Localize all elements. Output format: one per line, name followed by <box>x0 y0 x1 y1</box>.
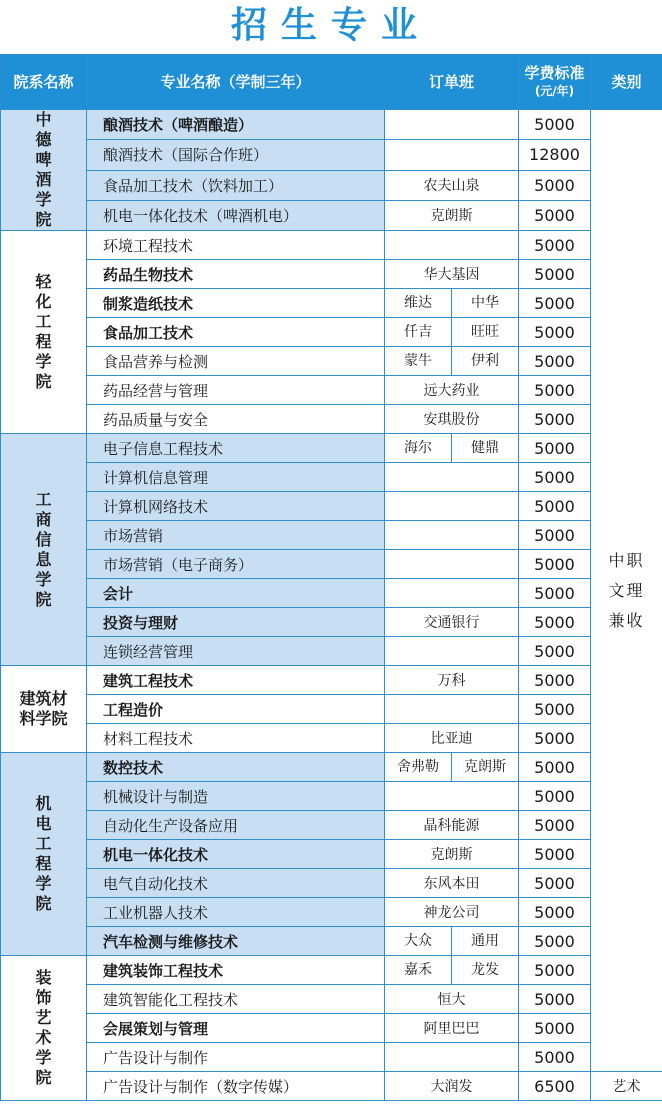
tuition-fee: 5000 <box>519 200 591 230</box>
department-name <box>1 753 87 956</box>
tuition-fee: 5000 <box>519 869 591 898</box>
order-class <box>385 140 519 170</box>
major-name: 工程造价 <box>87 695 385 724</box>
major-name: 酿酒技术（国际合作班） <box>87 140 385 170</box>
header-fee-unit: (元/年) <box>534 84 575 98</box>
tuition-fee: 5000 <box>519 260 591 289</box>
order-class <box>385 927 519 956</box>
table-row <box>1 869 662 898</box>
order-class-split <box>385 434 518 462</box>
table-row <box>1 376 662 405</box>
table-header <box>1 55 662 110</box>
major-name: 药品生物技术 <box>87 260 385 289</box>
table-row <box>1 463 662 492</box>
major-name: 机械设计与制造 <box>87 782 385 811</box>
tuition-fee: 5000 <box>519 956 591 985</box>
department-label: 装饰艺术学院 <box>35 968 52 1087</box>
table-row <box>1 492 662 521</box>
order-class: 东风本田 <box>385 869 519 898</box>
order-class <box>385 695 519 724</box>
major-name: 材料工程技术 <box>87 724 385 753</box>
header-fee-label: 学费标准 <box>524 64 585 82</box>
order-partner: 通用 <box>471 933 499 949</box>
tuition-fee: 6500 <box>519 1072 591 1101</box>
tuition-fee: 5000 <box>519 434 591 463</box>
order-class: 交通银行 <box>385 608 519 637</box>
table-row <box>1 550 662 579</box>
table-row <box>1 637 662 666</box>
major-name: 药品质量与安全 <box>87 405 385 434</box>
major-name: 酿酒技术（啤酒酿造） <box>87 110 385 140</box>
major-name: 食品加工技术 <box>87 318 385 347</box>
order-partner: 舍弗勒 <box>385 753 452 781</box>
table-row <box>1 898 662 927</box>
table-row <box>1 811 662 840</box>
order-class-split <box>385 753 518 781</box>
major-name: 建筑智能化工程技术 <box>87 985 385 1014</box>
table-row <box>1 840 662 869</box>
tuition-fee: 5000 <box>519 110 591 140</box>
order-class <box>385 492 519 521</box>
table-row <box>1 608 662 637</box>
order-class: 大润发 <box>385 1072 519 1101</box>
tuition-fee: 5000 <box>519 405 591 434</box>
major-name: 数控技术 <box>87 753 385 782</box>
major-name: 机电一体化技术（啤酒机电） <box>87 200 385 230</box>
tuition-fee: 5000 <box>519 492 591 521</box>
major-name: 连锁经营管理 <box>87 637 385 666</box>
order-partner: 大众 <box>385 927 452 955</box>
order-partner: 健鼎 <box>471 440 499 456</box>
order-partner: 维达 <box>385 289 452 317</box>
order-class: 克朗斯 <box>385 200 519 230</box>
tuition-fee: 5000 <box>519 1014 591 1043</box>
major-name: 会展策划与管理 <box>87 1014 385 1043</box>
department-label: 中德啤酒学院 <box>35 110 52 229</box>
department-label: 轻化工程学院 <box>35 272 52 391</box>
order-class <box>385 434 519 463</box>
order-class: 华大基因 <box>385 260 519 289</box>
table-row <box>1 1072 662 1101</box>
table-row <box>1 231 662 260</box>
table-row <box>1 140 662 170</box>
department-name <box>1 231 87 434</box>
table-row <box>1 1014 662 1043</box>
table-row <box>1 289 662 318</box>
order-class <box>385 956 519 985</box>
order-class <box>385 637 519 666</box>
tuition-fee: 5000 <box>519 782 591 811</box>
header-fee <box>519 55 591 110</box>
tuition-fee: 5000 <box>519 811 591 840</box>
table-body <box>1 110 662 1101</box>
order-class: 安琪股份 <box>385 405 519 434</box>
department-label: 建筑材料学院 <box>19 689 68 728</box>
table-row <box>1 405 662 434</box>
order-partner: 嘉禾 <box>385 956 452 984</box>
order-class-split <box>385 318 518 346</box>
table-row <box>1 170 662 200</box>
majors-table <box>0 54 662 1101</box>
order-partner: 海尔 <box>385 434 452 462</box>
table-row <box>1 521 662 550</box>
department-name <box>1 956 87 1101</box>
major-name: 制浆造纸技术 <box>87 289 385 318</box>
table-row <box>1 1043 662 1072</box>
order-partner: 龙发 <box>471 962 499 978</box>
major-name: 市场营销 <box>87 521 385 550</box>
table-row <box>1 110 662 140</box>
tuition-fee: 5000 <box>519 985 591 1014</box>
major-name: 食品加工技术（饮料加工） <box>87 170 385 200</box>
order-class: 远大药业 <box>385 376 519 405</box>
table-row <box>1 318 662 347</box>
major-name: 药品经营与管理 <box>87 376 385 405</box>
table-row <box>1 695 662 724</box>
header-order: 订单班 <box>385 55 519 110</box>
tuition-fee: 5000 <box>519 666 591 695</box>
order-class: 神龙公司 <box>385 898 519 927</box>
department-label: 工商信息学院 <box>35 489 52 609</box>
order-partner: 中华 <box>471 295 499 311</box>
tuition-fee: 5000 <box>519 347 591 376</box>
major-name: 工业机器人技术 <box>87 898 385 927</box>
order-class: 恒大 <box>385 985 519 1014</box>
order-partner: 旺旺 <box>471 324 499 340</box>
order-class: 晶科能源 <box>385 811 519 840</box>
department-label: 机电工程学院 <box>35 794 52 913</box>
tuition-fee: 5000 <box>519 170 591 200</box>
table-row <box>1 927 662 956</box>
order-partner: 仟吉 <box>385 318 452 346</box>
table-row <box>1 782 662 811</box>
tuition-fee: 5000 <box>519 318 591 347</box>
order-class <box>385 110 519 140</box>
order-class <box>385 753 519 782</box>
order-class <box>385 318 519 347</box>
order-class <box>385 579 519 608</box>
tuition-fee: 5000 <box>519 753 591 782</box>
order-class: 阿里巴巴 <box>385 1014 519 1043</box>
tuition-fee: 12800 <box>519 140 591 170</box>
order-class <box>385 289 519 318</box>
header-category: 类别 <box>591 55 662 110</box>
order-class <box>385 521 519 550</box>
order-class: 比亚迪 <box>385 724 519 753</box>
category-art: 艺术 <box>591 1072 662 1101</box>
major-name: 建筑装饰工程技术 <box>87 956 385 985</box>
order-class <box>385 550 519 579</box>
page-title: 招生专业 <box>230 5 431 46</box>
major-name: 广告设计与制作（数字传媒） <box>87 1072 385 1101</box>
major-name: 计算机信息管理 <box>87 463 385 492</box>
tuition-fee: 5000 <box>519 289 591 318</box>
order-class-split <box>385 289 518 317</box>
department-name <box>1 434 87 666</box>
major-name: 会计 <box>87 579 385 608</box>
tuition-fee: 5000 <box>519 927 591 956</box>
table-row <box>1 985 662 1014</box>
tuition-fee: 5000 <box>519 724 591 753</box>
table-row <box>1 200 662 230</box>
major-name: 汽车检测与维修技术 <box>87 927 385 956</box>
major-name: 食品营养与检测 <box>87 347 385 376</box>
department-name <box>1 110 87 231</box>
order-class: 农夫山泉 <box>385 170 519 200</box>
major-name: 自动化生产设备应用 <box>87 811 385 840</box>
table-row <box>1 260 662 289</box>
major-name: 计算机网络技术 <box>87 492 385 521</box>
order-class-split <box>385 347 518 375</box>
header-dept: 院系名称 <box>1 55 87 110</box>
table-row <box>1 753 662 782</box>
table-row <box>1 347 662 376</box>
tuition-fee: 5000 <box>519 521 591 550</box>
tuition-fee: 5000 <box>519 898 591 927</box>
tuition-fee: 5000 <box>519 608 591 637</box>
category-cell <box>591 110 662 1072</box>
category-label: 中职文理兼收 <box>608 550 645 630</box>
major-name: 投资与理财 <box>87 608 385 637</box>
major-name: 广告设计与制作 <box>87 1043 385 1072</box>
tuition-fee: 5000 <box>519 579 591 608</box>
table-row <box>1 724 662 753</box>
order-class <box>385 463 519 492</box>
order-class <box>385 782 519 811</box>
table-row <box>1 434 662 463</box>
table-row <box>1 666 662 695</box>
tuition-fee: 5000 <box>519 231 591 260</box>
tuition-fee: 5000 <box>519 463 591 492</box>
order-partner: 蒙牛 <box>385 347 452 375</box>
order-partner: 伊利 <box>471 353 499 369</box>
tuition-fee: 5000 <box>519 840 591 869</box>
major-name: 环境工程技术 <box>87 231 385 260</box>
order-partner: 克朗斯 <box>464 759 506 775</box>
order-class: 克朗斯 <box>385 840 519 869</box>
major-name: 电气自动化技术 <box>87 869 385 898</box>
order-class-split <box>385 927 518 955</box>
major-name: 建筑工程技术 <box>87 666 385 695</box>
order-class <box>385 1043 519 1072</box>
major-name: 电子信息工程技术 <box>87 434 385 463</box>
tuition-fee: 5000 <box>519 637 591 666</box>
order-class <box>385 231 519 260</box>
tuition-fee: 5000 <box>519 376 591 405</box>
header-major: 专业名称（学制三年） <box>87 55 385 110</box>
tuition-fee: 5000 <box>519 1043 591 1072</box>
major-name: 市场营销（电子商务） <box>87 550 385 579</box>
table-row <box>1 579 662 608</box>
table-row <box>1 956 662 985</box>
tuition-fee: 5000 <box>519 550 591 579</box>
major-name: 机电一体化技术 <box>87 840 385 869</box>
order-class-split <box>385 956 518 984</box>
order-class <box>385 347 519 376</box>
order-class: 万科 <box>385 666 519 695</box>
tuition-fee: 5000 <box>519 695 591 724</box>
department-name <box>1 666 87 753</box>
